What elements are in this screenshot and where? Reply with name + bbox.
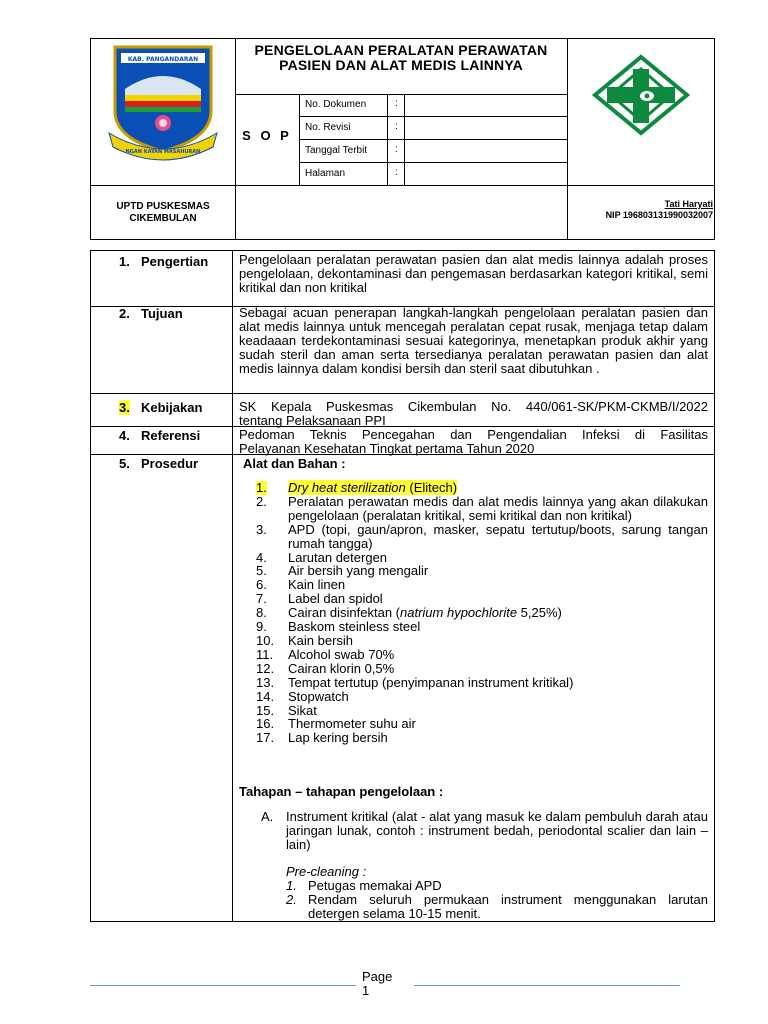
list-item [256, 731, 708, 745]
content-table [90, 250, 715, 922]
item-number: 2. [286, 891, 297, 907]
meta-row-dokumen [299, 94, 567, 116]
section-number: 1. [119, 254, 130, 269]
item-number: 16. [256, 716, 275, 732]
list-item [256, 564, 708, 578]
item-number: 17. [256, 730, 275, 746]
item-text: Baskom steinless steel [288, 619, 421, 635]
list-item [256, 620, 708, 634]
signer-block [567, 199, 713, 221]
section-number: 3. [119, 400, 130, 415]
meta-label: No. Revisi [305, 122, 351, 133]
item-text: Cairan disinfektan ( [288, 605, 400, 621]
meta-label: No. Dokumen [305, 99, 367, 110]
list-item [256, 662, 708, 676]
item-text: Dry heat sterilization [288, 480, 406, 495]
footer-rule-left [90, 985, 356, 986]
list-item [256, 481, 708, 495]
item-text: 5,25%) [517, 605, 562, 621]
meta-label: Tanggal Terbit [305, 145, 368, 156]
section-label-referensi [119, 428, 200, 443]
item-number: 5. [256, 563, 267, 579]
item-number: 13. [256, 674, 275, 690]
item-number: 11. [256, 646, 274, 662]
item-text: Rendam seluruh permukaan instrument menggunakan larutan detergen selama 10-15 menit. [308, 891, 708, 921]
item-number: 1. [256, 480, 267, 495]
tahapan-a [261, 810, 708, 852]
list-item [256, 495, 708, 523]
section-number: 5. [119, 456, 130, 471]
item-text: Alcohol swab 70% [288, 646, 395, 662]
sop-label: S O P [242, 128, 292, 143]
header-table [90, 38, 715, 240]
unit-line: CIKEMBULAN [129, 213, 197, 224]
section-title: Referensi [141, 428, 201, 443]
list-item [256, 592, 708, 606]
item-number: 12. [256, 660, 275, 676]
page-number: 1 [362, 983, 370, 998]
item-text: (Elitech) [405, 480, 458, 495]
list-item [256, 676, 708, 690]
item-text: natrium hypochlorite [400, 605, 518, 621]
logo-text-top: KAB. PANGANDARAN [127, 56, 199, 63]
item-text: Air bersih yang mengalir [288, 563, 429, 579]
list-item [256, 704, 708, 718]
item-text: Larutan detergen [288, 549, 388, 565]
item-text: Stopwatch [288, 688, 349, 704]
section-title: Tujuan [141, 306, 183, 321]
puskesmas-logo [567, 39, 715, 185]
meta-row-halaman [299, 163, 567, 185]
item-text: Kain linen [288, 577, 346, 593]
item-text: Lap kering bersih [288, 730, 388, 746]
page-indicator [362, 970, 392, 998]
item-number: 15. [256, 702, 275, 718]
section-text-referensi-line2: Pelayanan Kesehatan Tingkat pertama Tahun 2020 [239, 441, 535, 456]
item-text: Cairan klorin 0,5% [288, 660, 395, 676]
item-number: 10. [256, 632, 275, 648]
section-title: Kebijakan [141, 400, 203, 415]
alat-bahan-list [256, 481, 708, 745]
meta-colon: : [395, 121, 398, 132]
list-item [256, 606, 708, 620]
item-text: Label dan spidol [288, 591, 383, 607]
item-number: 6. [256, 577, 267, 593]
section-text-referensi-line1: Pedoman Teknis Pencegahan dan Pengendalian Infeksi di Fasilitas [239, 427, 708, 442]
page-label: Page [362, 969, 393, 984]
precleaning-label: Pre-cleaning : [286, 864, 367, 879]
item-text: Sikat [288, 702, 317, 718]
section-title: Prosedur [141, 456, 199, 471]
tahapan-heading: Tahapan – tahapan pengelolaan : [239, 784, 444, 799]
unit-line: UPTD PUSKESMAS [116, 201, 210, 212]
unit-name [91, 201, 235, 225]
meta-colon: : [395, 144, 398, 155]
meta-row-revisi [299, 117, 567, 139]
list-item [261, 810, 708, 852]
meta-colon: : [395, 167, 398, 178]
document-title: PENGELOLAAN PERALATAN PERAWATAN PASIEN DAN ALAT MEDIS LAINNYA [254, 42, 548, 73]
list-item [286, 879, 708, 893]
list-item [256, 690, 708, 704]
item-text: Tempat tertutup (penyimpanan instrument kritikal) [288, 674, 574, 690]
list-item [286, 893, 708, 921]
item-number: 8. [256, 605, 267, 621]
section-text-pengertian: Pengelolaan peralatan perawatan pasien dan alat medis lainnya adalah proses pengelolaan, dekontaminasi dan pengemasan berdasarkan kategori kritikal, semi kritikal dan non kritikal [239, 252, 708, 295]
signer-nip: NIP 196803131990032007 [605, 210, 713, 220]
list-item [256, 578, 708, 592]
precleaning-steps [286, 879, 708, 921]
footer-rule-right [414, 985, 680, 986]
item-number: 9. [256, 619, 267, 635]
meta-colon: : [395, 98, 398, 109]
alat-bahan-heading: Alat dan Bahan : [243, 456, 346, 471]
item-number: 4. [256, 549, 267, 565]
item-text: Kain bersih [288, 632, 354, 648]
meta-row-tanggal-terbit [299, 140, 567, 162]
list-item [256, 551, 708, 565]
item-text: Peralatan perawatan medis dan alat medis lainnya yang akan dilakukan pengelolaan (peralatan kritikal, semi kritikal dan non kritikal) [288, 493, 708, 523]
section-text-kebijakan-line1: SK Kepala Puskesmas Cikembulan No. 440/061-SK/PKM-CKMB/I/2022 [239, 399, 708, 414]
section-text-tujuan: Sebagai acuan penerapan langkah-langkah pengelolaan peralatan pasien dan alat medis lainnya untuk mencegah peralatan cepat rusak, menjaga tetap dalam keadaaan terdekontaminasi sesuai kategorinya, menetapkan produk akhir yang sudah steril dan aman serta tersedianya peralatan perawatan pasien dan alat medis lainnya dalam kondisi bersih dan steril saat dibutuhkan . [239, 305, 708, 376]
item-number: 3. [256, 521, 267, 537]
meta-label: Halaman [305, 168, 346, 179]
list-item [256, 717, 708, 731]
section-label-prosedur [119, 456, 198, 471]
section-label-pengertian [119, 254, 208, 269]
section-number: 2. [119, 306, 130, 321]
section-label-kebijakan [119, 400, 202, 415]
item-number: A. [261, 809, 274, 824]
item-text: Petugas memakai APD [308, 878, 442, 893]
section-text-kebijakan-line2: tentang Pelaksanaan PPI [239, 413, 386, 428]
item-text: Instrument kritikal (alat - alat yang masuk ke dalam pembuluh darah atau jaringan lunak, contoh : instrument bedah, periodontal scalier dan lain – lain) [286, 809, 708, 852]
item-number: 2. [256, 493, 267, 509]
logo-text-bottom: NGAN KAYAN MASAHURAN [125, 149, 201, 155]
item-text: APD (topi, gaun/apron, masker, sepatu tertutup/boots, sarung tangan rumah tangga) [288, 521, 708, 551]
regency-logo [91, 39, 235, 185]
item-text: Thermometer suhu air [288, 716, 416, 732]
list-item [256, 648, 708, 662]
item-number: 7. [256, 591, 267, 607]
section-title: Pengertian [141, 254, 209, 269]
item-number: 14. [256, 688, 275, 704]
section-number: 4. [119, 428, 130, 443]
section-label-tujuan [119, 306, 183, 321]
item-number: 1. [286, 878, 297, 893]
list-item [256, 523, 708, 551]
signer-name: Tati Haryati [664, 199, 713, 209]
list-item [256, 634, 708, 648]
